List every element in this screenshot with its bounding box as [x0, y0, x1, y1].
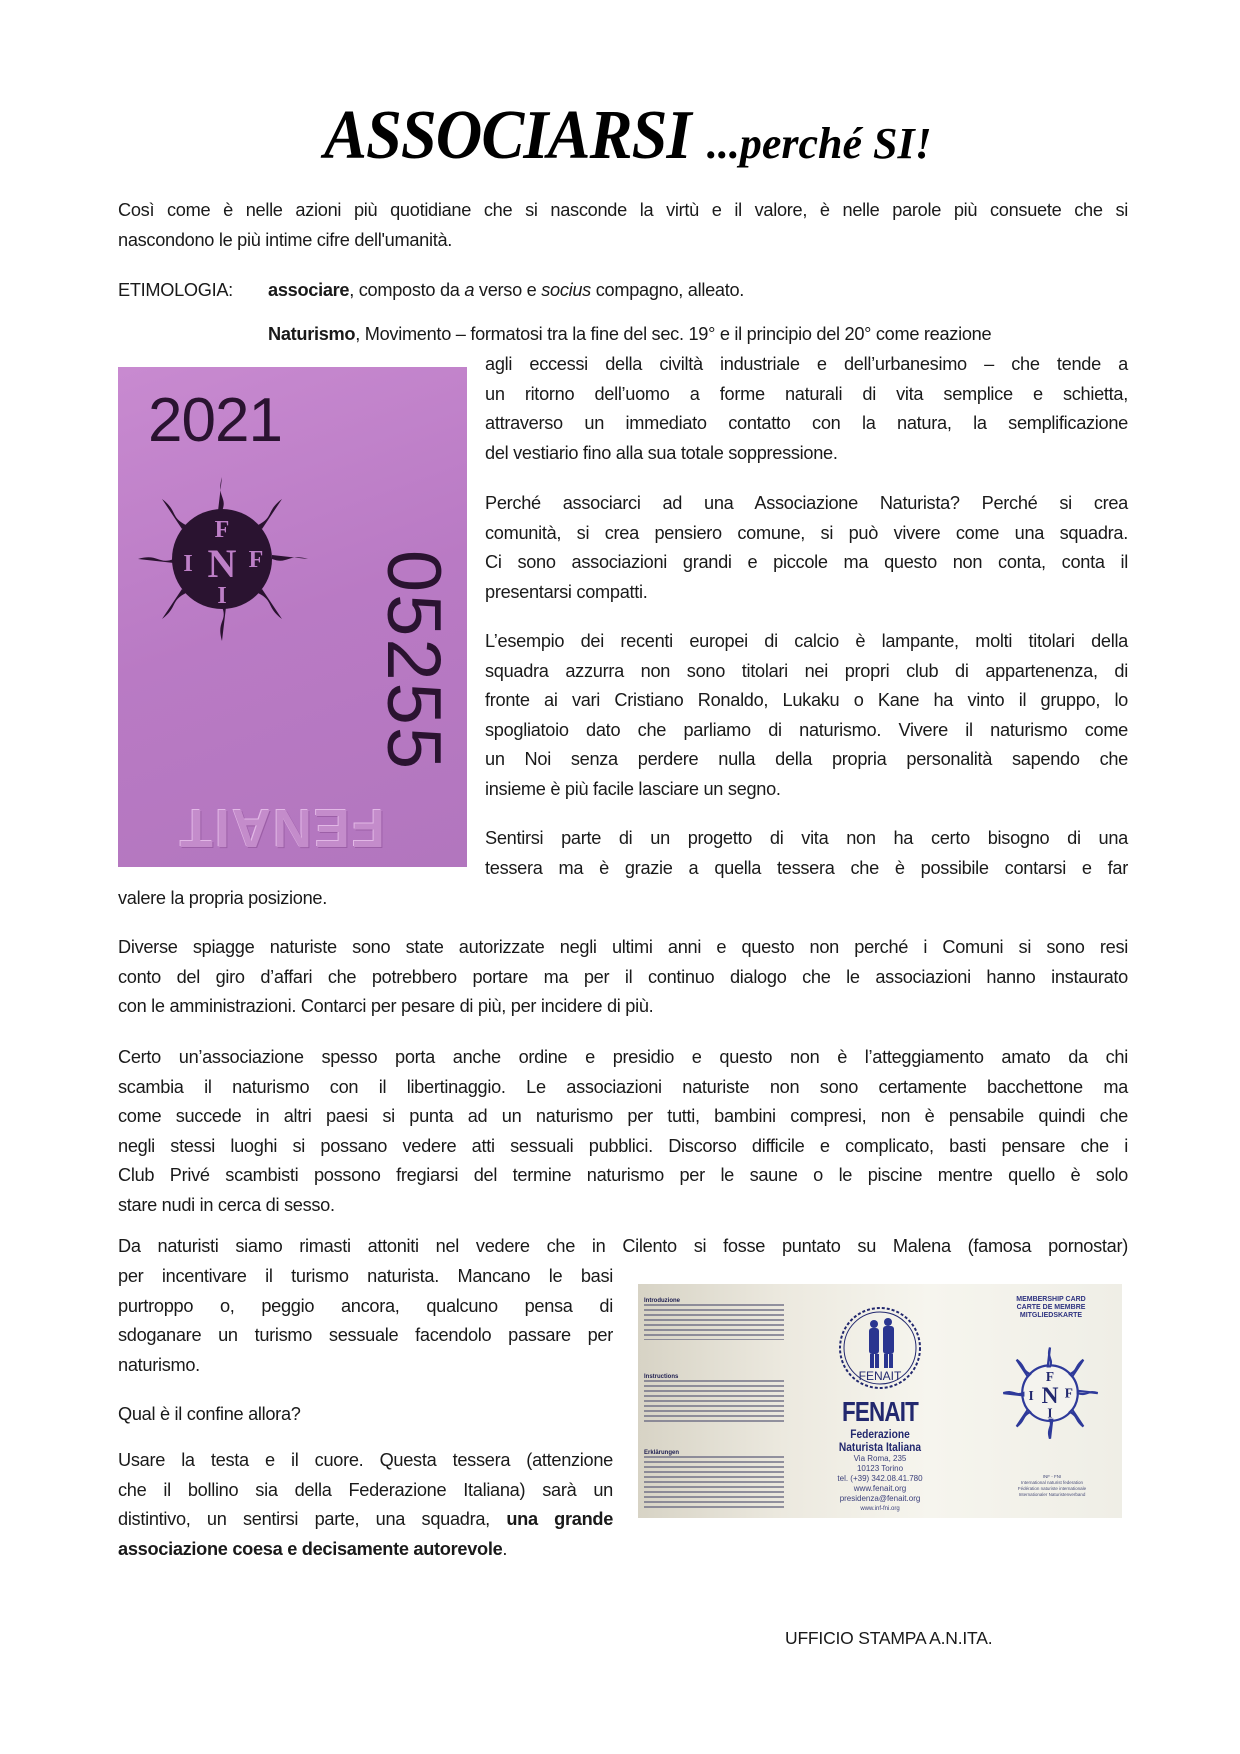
address-line: 10123 Torino	[856, 1464, 904, 1473]
text-line	[268, 320, 1128, 350]
logo-letter: F	[214, 517, 230, 543]
text-line	[118, 1535, 613, 1565]
text-line: come succede in altri paesi si punta ad un naturismo per tutti, bambini compresi, non è pensabile quindi che	[118, 1106, 1128, 1126]
address-line: www.inf-fni.org	[860, 1506, 900, 1512]
text-line: Sentirsi parte di un progetto di vita non ha certo bisogno di una	[485, 828, 1128, 848]
text-line: che il bollino sia della Federazione Italiana) sarà un	[118, 1479, 613, 1500]
paragraph-sentirsi-tail	[118, 884, 718, 914]
org-name: FENAIT	[841, 1396, 919, 1427]
naturismo-first-line	[268, 320, 1128, 350]
paragraph-usare	[118, 1446, 613, 1564]
logo-letter: I	[217, 583, 227, 609]
text-line: spogliatoio dato che parliamo di naturismo. Vivere il naturismo come	[485, 719, 1128, 740]
etymology-line	[118, 276, 1128, 306]
paragraph-spiagge	[118, 933, 1128, 1022]
stamp-number: 05255	[371, 549, 457, 772]
text: , composto da	[349, 280, 465, 300]
address-line: presidenza@fenait.org	[839, 1494, 921, 1503]
text-line: stare nudi in cerca di sesso.	[118, 1194, 335, 1215]
paragraph-esempio	[485, 627, 1128, 804]
text-line: sdoganare un turismo sessuale facendolo passare per	[118, 1325, 613, 1345]
text-line: agli eccessi della civiltà industriale e dell’urbanesimo – che tende a	[485, 354, 1128, 374]
text-line: naturismo.	[118, 1354, 200, 1375]
stamp-year: 2021	[148, 386, 282, 455]
text-line: purtroppo o, peggio ancora, qualcuno pensa di	[118, 1295, 613, 1316]
card-text-block	[644, 1374, 784, 1424]
card-fine-print	[644, 1380, 784, 1424]
text: compagno, alleato.	[590, 280, 745, 300]
text-line: con le amministrazioni. Contarci per pesare di più, per incidere di più.	[118, 996, 654, 1016]
text-line: Così come è nelle azioni più quotidiane che si nasconde la virtù e il valore, è nelle parole più consuete che si	[118, 200, 1128, 220]
logo-letter: I	[183, 551, 193, 577]
bold-text: una grande	[506, 1509, 614, 1529]
text-line: L’esempio dei recenti europei di calcio è lampante, molti titolari della	[485, 631, 1128, 651]
text-line: nascondono le più intime cifre dell'umanità.	[118, 229, 453, 250]
paragraph-perche	[485, 489, 1128, 607]
etymology-label: ETIMOLOGIA:	[118, 280, 233, 300]
naturismo-definition	[485, 350, 1128, 468]
membership-card-footer	[992, 1474, 1112, 1498]
text-line: fronte ai vari Cristiano Ronaldo, Lukaku o Kane ha vinto il gruppo, lo	[485, 690, 1128, 710]
text-line: un Noi senza perdere nulla della propria personalità sapendo che	[485, 749, 1128, 769]
signature: UFFICIO STAMPA A.N.ITA.	[785, 1628, 993, 1648]
card-title-line: MEMBERSHIP CARD	[1016, 1296, 1086, 1303]
logo-letter: F	[1045, 1368, 1055, 1384]
text-line: attraverso un immediato contatto con la natura, la semplificazione	[485, 413, 1128, 433]
text-line: del vestiario fino alla sua totale soppressione.	[485, 442, 838, 463]
text-line: Da naturisti siamo rimasti attoniti nel vedere che in Cilento si fosse puntato su Malena (famosa pornostar)	[118, 1236, 1128, 1256]
text-line: insieme è più facile lasciare un segno.	[485, 778, 781, 799]
logo-letter: F	[1064, 1385, 1073, 1401]
footer-line: Fédération naturiste internationale	[1017, 1486, 1087, 1491]
paragraph-cilento-first	[118, 1232, 1128, 1262]
text: distintivo, un sentirsi parte, una squadra,	[118, 1509, 507, 1529]
text: .	[502, 1538, 508, 1559]
inf-fni-sun-logo-icon	[132, 467, 312, 647]
address-line: www.fenait.org	[853, 1484, 907, 1493]
card-title-line: CARTE DE MEMBRE	[1016, 1304, 1086, 1311]
card-heading: Introduzione	[644, 1298, 680, 1304]
etymology-term: associare	[268, 280, 350, 300]
card-heading: Erklärungen	[644, 1450, 680, 1456]
card-fine-print	[644, 1456, 784, 1508]
text-line: Perché associarci ad una Associazione Naturista? Perché si crea	[485, 493, 1128, 513]
text-line: presentarsi compatti.	[485, 581, 648, 602]
logo-letter: N	[207, 541, 237, 586]
fenait-info	[820, 1396, 940, 1514]
text-line: valere la propria posizione.	[118, 888, 327, 908]
naturismo-term: Naturismo	[268, 324, 356, 344]
inf-fni-logo-icon	[1000, 1342, 1100, 1442]
bold-text: associazione coesa e decisamente autorevole	[118, 1538, 503, 1559]
text-line: Club Privé scambisti possono fregiarsi del termine naturismo per le saune o le piscine mentre quello è solo	[118, 1165, 1128, 1185]
logo-letter: N	[1041, 1383, 1059, 1410]
membership-stamp-photo	[118, 367, 467, 867]
embossed-text: FENAIT	[178, 798, 385, 858]
footer-line: International naturist federation	[1020, 1480, 1084, 1485]
etymology-definition	[268, 276, 744, 306]
text-line: Usare la testa e il cuore. Questa tessera (attenzione	[118, 1450, 613, 1470]
logo-letter: F	[248, 547, 264, 573]
paragraph-certo	[118, 1043, 1128, 1220]
membership-card-photo	[638, 1284, 1122, 1518]
membership-card-title	[986, 1296, 1116, 1320]
card-heading: Instructions	[644, 1374, 679, 1380]
text-line: Ci sono associazioni grandi e piccole ma questo non conta, conta il	[485, 552, 1128, 572]
logo-letter: I	[1047, 1405, 1053, 1421]
italic-text: socius	[541, 280, 591, 300]
card-text-block	[644, 1298, 784, 1340]
text-line: negli stessi luoghi si possano vedere atti sessuali pubblici. Discorso difficile e complicato, basti pensare che i	[118, 1135, 1128, 1156]
logo-text: FENAIT	[858, 1369, 902, 1383]
text-line: comunità, si crea pensiero comune, si può vivere come una squadra.	[485, 522, 1128, 543]
fenait-logo-icon	[830, 1298, 930, 1398]
footer-line: INF - FNI	[1042, 1474, 1062, 1479]
text-line	[118, 1505, 613, 1535]
title-suffix: ...perché SI!	[706, 119, 932, 168]
text-line: conto del giro d’affari che potrebbero portare ma per il continuo dialogo che le associazioni hanno instaurato	[118, 966, 1128, 987]
logo-letter: I	[1028, 1387, 1034, 1403]
footer-line: Internationaler Naturistenverband	[1018, 1492, 1086, 1497]
card-fine-print	[644, 1304, 784, 1340]
address-line: tel. (+39) 342.08.41.780	[837, 1474, 923, 1483]
text-line: Certo un’associazione spesso porta anche ordine e presidio e questo non è l’atteggiamento amato da chi	[118, 1047, 1128, 1067]
title-main: ASSOCIARSI	[324, 97, 691, 174]
text-line: un ritorno dell’uomo a forme naturali di vita semplice e schietta,	[485, 383, 1128, 404]
text: verso e	[474, 280, 542, 300]
text-line: Diverse spiagge naturiste sono state autorizzate negli ultimi anni e questo non perché i Comuni si sono resi	[118, 937, 1128, 957]
italic-text: a	[464, 280, 475, 300]
text-line: Qual è il confine allora?	[118, 1404, 301, 1424]
text-line: per incentivare il turismo naturista. Mancano le basi	[118, 1266, 613, 1286]
org-line: Federazione	[850, 1427, 910, 1441]
page-title	[0, 96, 1240, 176]
org-line: Naturista Italiana	[838, 1440, 922, 1454]
paragraph-sentirsi	[485, 824, 1128, 883]
paragraph-cilento	[118, 1262, 613, 1380]
address-line: Via Roma, 235	[853, 1454, 907, 1463]
card-text-block	[644, 1450, 784, 1508]
question-line	[118, 1400, 613, 1430]
text-line: squadra azzurra non sono titolari nei propri club di appartenenza, di	[485, 660, 1128, 681]
card-title-line: MITGLIEDSKARTE	[1019, 1312, 1083, 1319]
text-line: tessera ma è grazie a quella tessera che è possibile contarsi e far	[485, 857, 1128, 878]
text-line: scambia il naturismo con il libertinaggio. Le associazioni naturiste non sono certamente bacchettone ma	[118, 1076, 1128, 1097]
text: , Movimento – formatosi tra la fine del sec. 19° e il principio del 20° come reazione	[355, 324, 992, 344]
intro-paragraph	[118, 196, 1128, 255]
